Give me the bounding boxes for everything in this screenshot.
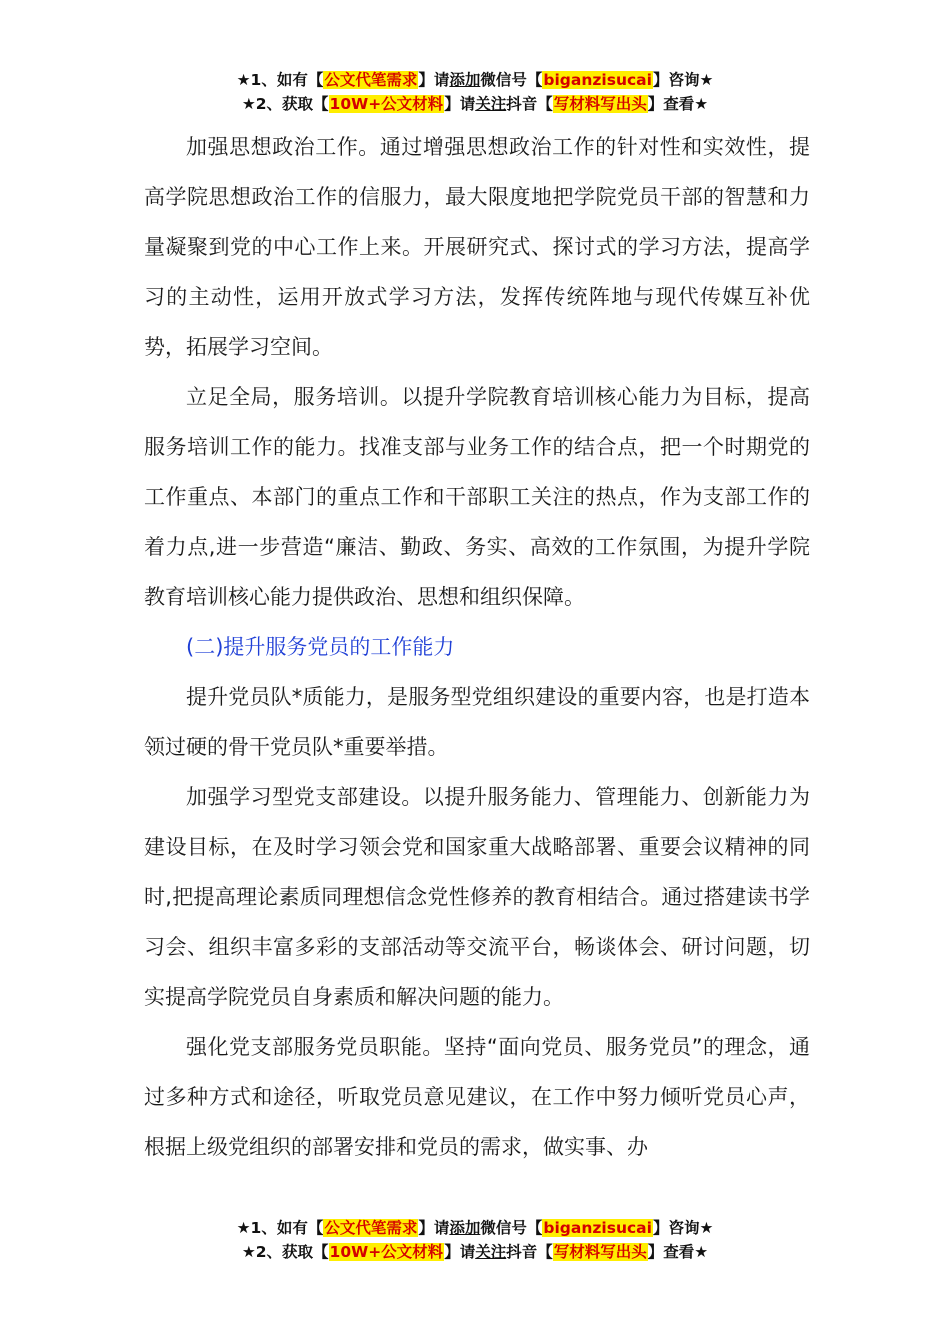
banner-text: ★2、获取【 <box>241 95 329 113</box>
paragraph: 立足全局，服务培训。以提升学院教育培训核心能力为目标，提高服务培训工作的能力。找准支部与业务工作的结合点，把一个时期党的工作重点、本部门的重点工作和干部职工关注的热点，作为支部工作的着力点,进一步营造“廉洁、勤政、务实、高效的工作氛围，为提升学院教育培训核心能力提供政治、思想和组织保障。 <box>144 385 810 609</box>
banner-line-1 <box>0 1216 950 1240</box>
banner-highlight: biganzisucai <box>543 71 652 89</box>
section-heading: (二)提升服务党员的工作能力 <box>186 635 455 659</box>
banner-text: ★2、获取【 <box>241 1243 329 1261</box>
banner-line-2 <box>0 1240 950 1264</box>
banner-highlight: 10W+公文材料 <box>329 1243 444 1261</box>
banner-text: 】请 <box>418 1219 450 1237</box>
paragraph: 加强学习型党支部建设。以提升服务能力、管理能力、创新能力为建设目标，在及时学习领会党和国家重大战略部署、重要会议精神的同时,把提高理论素质同理想信念党性修养的教育相结合。通过搭建读书学习会、组织丰富多彩的支部活动等交流平台，畅谈体会、研讨问题，切实提高学院党员自身素质和解决问题的能力。 <box>144 785 810 1009</box>
banner-highlight: 写材料写出头 <box>553 1243 647 1261</box>
banner-underlined: 关注 <box>475 1243 507 1261</box>
banner-line-1 <box>0 68 950 92</box>
banner-highlight: 公文代笔需求 <box>324 71 418 89</box>
banner-underlined: 添加 <box>449 1219 481 1237</box>
banner-text: 】查看★ <box>647 1243 709 1261</box>
banner-text: 】请 <box>418 71 450 89</box>
banner-text: 】查看★ <box>647 95 709 113</box>
banner-text: 】请 <box>444 1243 476 1261</box>
banner-text: ★1、如有【 <box>236 1219 324 1237</box>
banner-text: 】请 <box>444 95 476 113</box>
banner-text: 】咨询★ <box>652 71 714 89</box>
banner-text: 】咨询★ <box>652 1219 714 1237</box>
paragraph: 强化党支部服务党员职能。坚持“面向党员、服务党员”的理念，通过多种方式和途径，听取党员意见建议，在工作中努力倾听党员心声，根据上级党组织的部署安排和党员的需求，做实事、办 <box>144 1035 810 1159</box>
banner-underlined: 关注 <box>475 95 507 113</box>
banner-line-2 <box>0 92 950 116</box>
banner-text: 抖音【 <box>506 95 553 113</box>
banner-text: 微信号【 <box>480 71 543 89</box>
banner-underlined: 添加 <box>449 71 481 89</box>
banner-text: ★1、如有【 <box>236 71 324 89</box>
banner-highlight: biganzisucai <box>543 1219 652 1237</box>
document-body <box>144 122 810 1172</box>
paragraph: 加强思想政治工作。通过增强思想政治工作的针对性和实效性，提高学院思想政治工作的信服力，最大限度地把学院党员干部的智慧和力量凝聚到党的中心工作上来。开展研究式、探讨式的学习方法，提高学习的主动性，运用开放式学习方法，发挥传统阵地与现代传媒互补优势，拓展学习空间。 <box>144 135 810 359</box>
banner-highlight: 写材料写出头 <box>553 95 647 113</box>
banner-text: 抖音【 <box>506 1243 553 1261</box>
bottom-banner <box>0 1216 950 1264</box>
banner-highlight: 10W+公文材料 <box>329 95 444 113</box>
paragraph: 提升党员队*质能力，是服务型党组织建设的重要内容，也是打造本领过硬的骨干党员队*重要举措。 <box>144 685 810 759</box>
top-banner <box>0 68 950 116</box>
banner-highlight: 公文代笔需求 <box>324 1219 418 1237</box>
banner-text: 微信号【 <box>480 1219 543 1237</box>
